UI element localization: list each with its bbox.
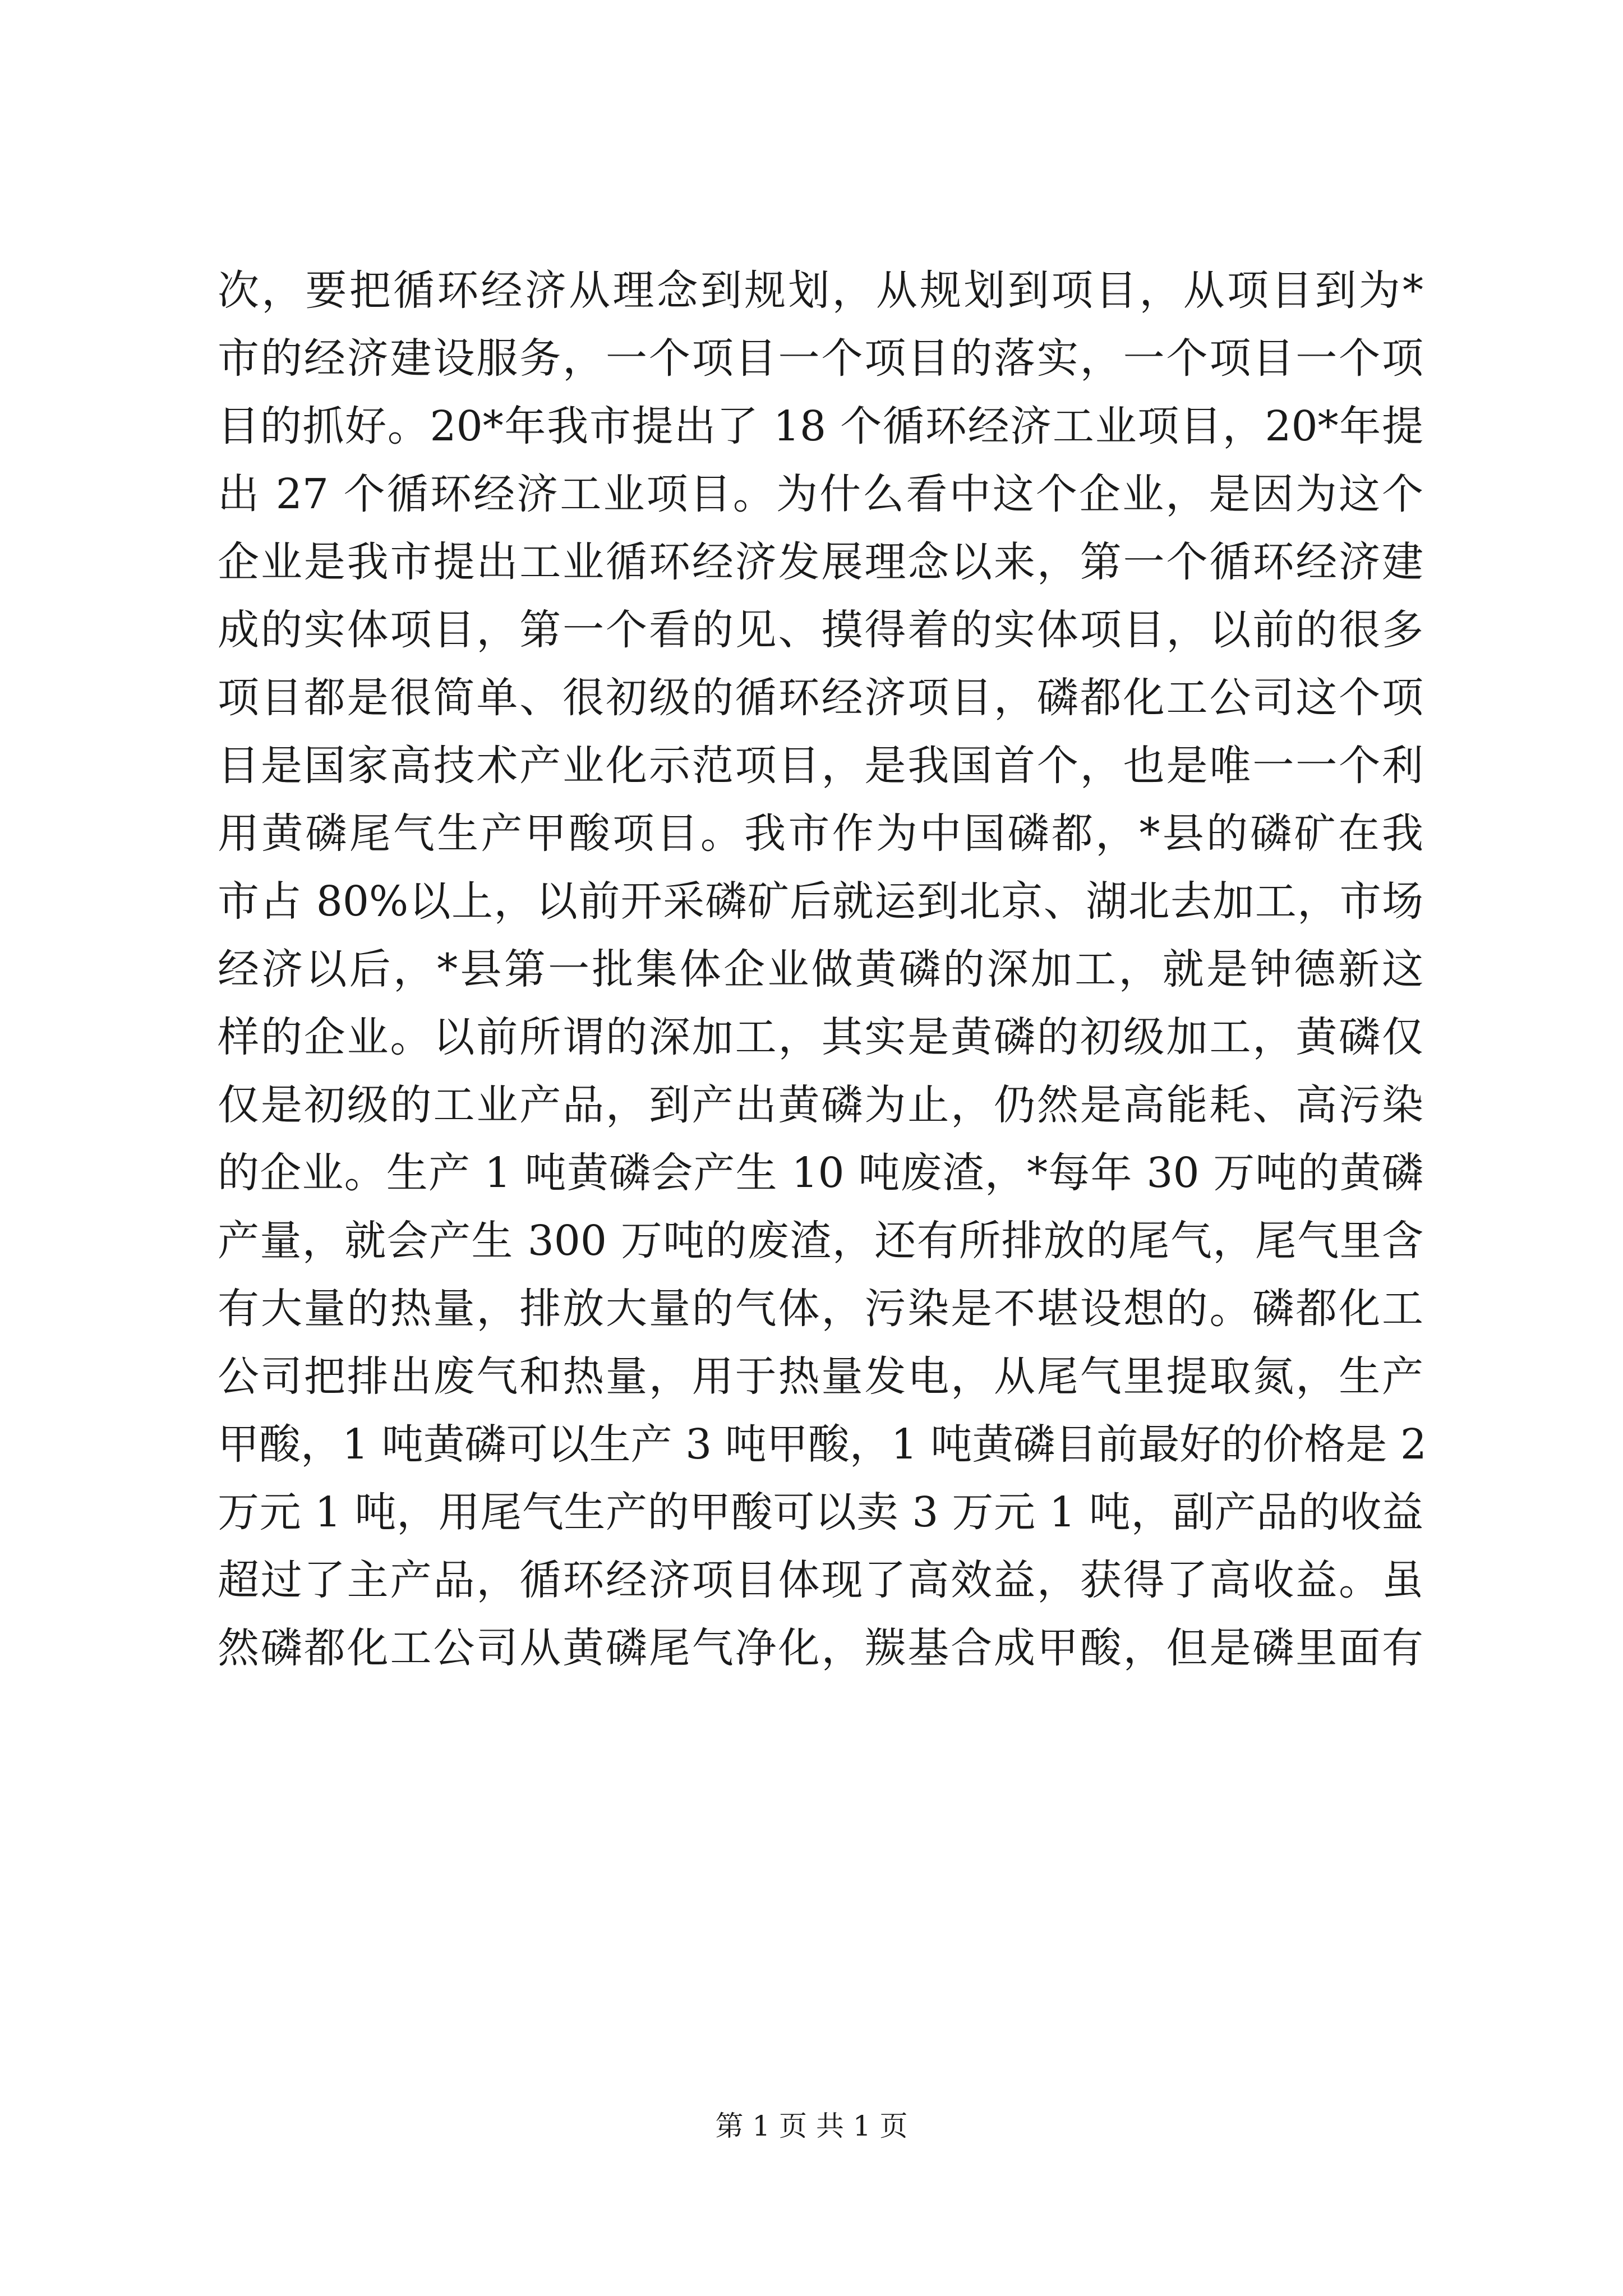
text-line: 次，要把循环经济从理念到规划，从规划到项目，从项目到为*: [218, 266, 1423, 315]
text-line: 万元 1 吨，用尾气生产的甲酸可以卖 3 万元 1 吨，副产品的收益: [218, 1488, 1423, 1536]
text-line: 企业是我市提出工业循环经济发展理念以来，第一个循环经济建: [218, 538, 1423, 586]
text-line: 仅是初级的工业产品，到产出黄磷为止，仍然是高能耗、高污染: [218, 1081, 1423, 1129]
text-line: 用黄磷尾气生产甲酸项目。我市作为中国磷都，*县的磷矿在我: [218, 809, 1423, 858]
text-line: 有大量的热量，排放大量的气体，污染是不堪设想的。磷都化工: [218, 1285, 1423, 1333]
text-line: 项目都是很简单、很初级的循环经济项目，磷都化工公司这个项: [218, 674, 1423, 722]
text-line: 产量，就会产生 300 万吨的废渣，还有所排放的尾气，尾气里含: [218, 1217, 1423, 1265]
text-line: 市占 80%以上，以前开采磷矿后就运到北京、湖北去加工，市场: [218, 877, 1423, 926]
text-line: 出 27 个循环经济工业项目。为什么看中这个企业，是因为这个: [218, 470, 1423, 518]
text-line: 目是国家高技术产业化示范项目，是我国首个，也是唯一一个利: [218, 742, 1423, 790]
text-line: 目的抓好。20*年我市提出了 18 个循环经济工业项目，20*年提: [218, 402, 1423, 450]
text-line: 样的企业。以前所谓的深加工，其实是黄磷的初级加工，黄磷仅: [218, 1013, 1423, 1061]
body-text: [218, 257, 1427, 1682]
text-line: 经济以后，*县第一批集体企业做黄磷的深加工，就是钟德新这: [218, 945, 1423, 993]
text-line: 超过了主产品，循环经济项目体现了高效益，获得了高收益。虽: [218, 1556, 1423, 1604]
text-line: 然磷都化工公司从黄磷尾气净化，羰基合成甲酸，但是磷里面有: [218, 1624, 1423, 1672]
text-line: 公司把排出废气和热量，用于热量发电，从尾气里提取氮，生产: [218, 1352, 1423, 1401]
text-line: 市的经济建设服务，一个项目一个项目的落实，一个项目一个项: [218, 334, 1423, 383]
page-number-footer: 第 1 页 共 1 页: [715, 2110, 908, 2142]
text-line: 的企业。生产 1 吨黄磷会产生 10 吨废渣，*每年 30 万吨的黄磷: [218, 1149, 1423, 1197]
text-line: 成的实体项目，第一个看的见、摸得着的实体项目，以前的很多: [218, 606, 1423, 654]
text-line: 甲酸，1 吨黄磷可以生产 3 吨甲酸，1 吨黄磷目前最好的价格是 2: [218, 1420, 1427, 1469]
